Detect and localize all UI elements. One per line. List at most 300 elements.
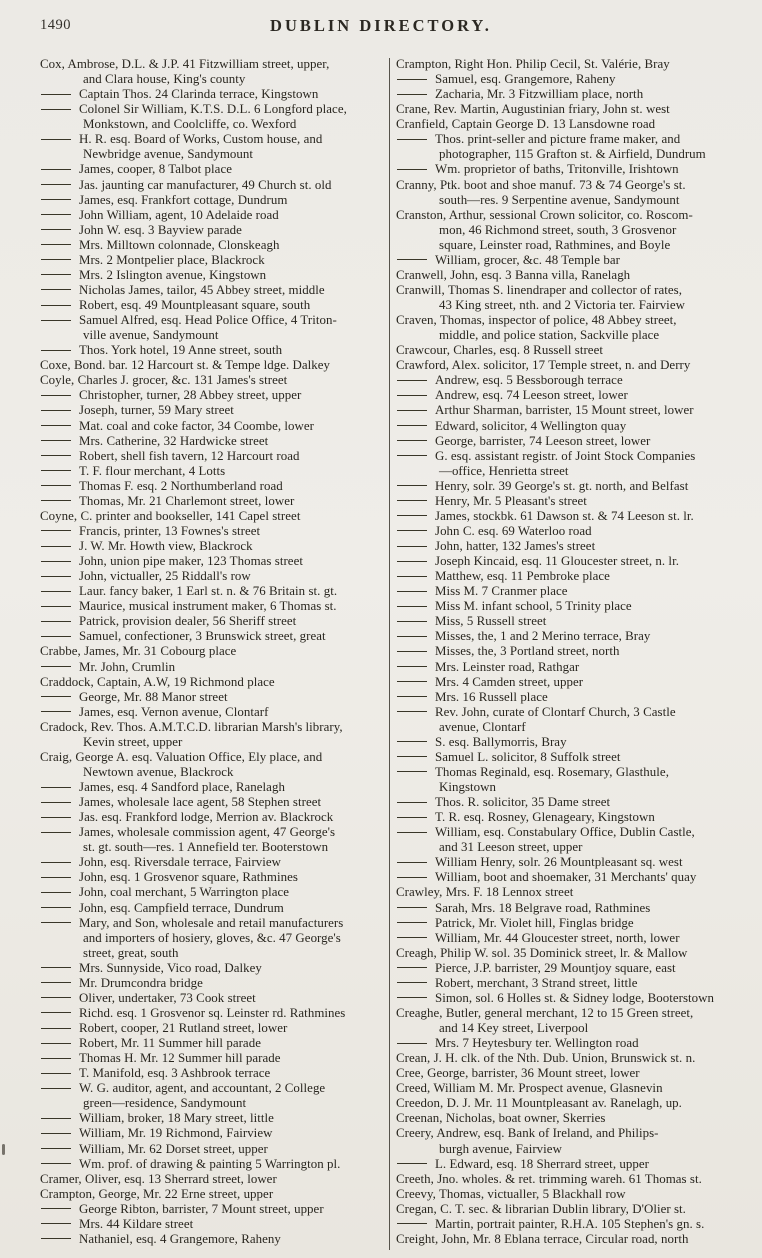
directory-line — [396, 1217, 750, 1232]
directory-line — [40, 720, 387, 735]
ditto-dash-icon — [41, 666, 71, 667]
ditto-dash-icon — [41, 289, 71, 290]
line-text: Mrs. Milltown colonnade, Clonskeagh — [79, 237, 280, 252]
directory-line — [396, 840, 750, 855]
ditto-dash-icon — [397, 94, 427, 95]
line-text: ville avenue, Sandymount — [83, 328, 219, 343]
line-text: Coyne, C. printer and bookseller, 141 Capel street — [40, 508, 301, 523]
directory-line — [40, 599, 387, 614]
line-text: Craddock, Captain, A.W, 19 Richmond place — [40, 674, 275, 689]
line-text: green—residence, Sandymount — [83, 1096, 247, 1111]
directory-line — [40, 795, 387, 810]
line-text: Wm. prof. of drawing & painting 5 Warrington pl. — [79, 1156, 341, 1171]
line-text: Mrs. Catherine, 32 Hardwicke street — [79, 433, 269, 448]
directory-line — [40, 223, 387, 238]
directory-line — [396, 1036, 750, 1051]
line-text: Crawley, Mrs. F. 18 Lennox street — [396, 885, 574, 900]
directory-line — [396, 916, 750, 931]
ditto-dash-icon — [41, 1238, 71, 1239]
ditto-dash-icon — [41, 1148, 71, 1149]
directory-line — [396, 885, 750, 900]
line-text: Cranfield, Captain George D. 13 Lansdowne road — [396, 117, 656, 132]
directory-line — [40, 750, 387, 765]
directory-line — [396, 901, 750, 916]
ditto-dash-icon — [397, 380, 427, 381]
line-text: Colonel Sir William, K.T.S. D.L. 6 Longford place, — [79, 102, 347, 117]
line-text: Thos. York hotel, 19 Anne street, south — [79, 343, 283, 358]
line-text: Arthur Sharman, barrister, 15 Mount street, lower — [435, 403, 694, 418]
line-text: T. R. esq. Rosney, Glenageary, Kingstown — [435, 810, 655, 825]
directory-line — [396, 795, 750, 810]
directory-line — [40, 1157, 387, 1172]
line-text: Mary, and Son, wholesale and retail manufacturers — [79, 915, 344, 930]
directory-line — [40, 569, 387, 584]
directory-line — [40, 162, 387, 177]
ditto-dash-icon — [41, 817, 71, 818]
directory-line — [40, 825, 387, 840]
ditto-dash-icon — [397, 817, 427, 818]
ditto-dash-icon — [397, 169, 427, 170]
directory-line — [396, 193, 750, 208]
ditto-dash-icon — [41, 1163, 71, 1164]
directory-line — [40, 268, 387, 283]
ditto-dash-icon — [397, 485, 427, 486]
ditto-dash-icon — [41, 410, 71, 411]
line-text: Mat. coal and coke factor, 34 Coombe, lower — [79, 418, 315, 433]
directory-line — [40, 403, 387, 418]
directory-line — [396, 117, 750, 132]
directory-line — [40, 283, 387, 298]
line-text: Mrs. 44 Kildare street — [79, 1216, 194, 1231]
directory-line — [396, 72, 750, 87]
ditto-dash-icon — [41, 561, 71, 562]
line-text: middle, and police station, Sackville place — [439, 328, 660, 343]
ditto-dash-icon — [397, 802, 427, 803]
directory-line — [396, 388, 750, 403]
directory-line — [40, 1202, 387, 1217]
ditto-dash-icon — [397, 681, 427, 682]
line-text: 43 King street, nth. and 2 Victoria ter. Fairview — [439, 298, 685, 312]
directory-line — [40, 298, 387, 313]
directory-line — [396, 87, 750, 102]
line-text: Crampton, Right Hon. Philip Cecil, St. Valérie, Bray — [396, 57, 670, 71]
directory-line — [396, 599, 750, 614]
line-text: Thomas Reginald, esq. Rosemary, Glasthule, — [435, 764, 669, 779]
ditto-dash-icon — [41, 1043, 71, 1044]
directory-line — [40, 102, 387, 117]
directory-line — [40, 72, 387, 87]
line-text: street, great, south — [83, 945, 179, 960]
ditto-dash-icon — [397, 636, 427, 637]
directory-line — [40, 1066, 387, 1081]
directory-line — [40, 946, 387, 961]
directory-line — [40, 554, 387, 569]
directory-line — [40, 1051, 387, 1066]
ditto-dash-icon — [397, 832, 427, 833]
directory-line — [40, 343, 387, 358]
ditto-dash-icon — [397, 591, 427, 592]
directory-line — [396, 991, 750, 1006]
ditto-dash-icon — [397, 515, 427, 516]
directory-line — [396, 268, 750, 283]
directory-line — [40, 193, 387, 208]
directory-line — [40, 524, 387, 539]
directory-line — [40, 1096, 387, 1111]
line-text: Miss M. infant school, 5 Trinity place — [435, 599, 632, 614]
line-text: W. G. auditor, agent, and accountant, 2 College — [79, 1081, 326, 1096]
directory-line — [396, 434, 750, 449]
line-text: Misses, the, 1 and 2 Merino terrace, Bray — [435, 629, 651, 644]
ditto-dash-icon — [397, 862, 427, 863]
ditto-dash-icon — [397, 259, 427, 260]
directory-line — [40, 464, 387, 479]
ditto-dash-icon — [41, 606, 71, 607]
directory-line — [40, 1172, 387, 1187]
line-text: Crawcour, Charles, esq. 8 Russell street — [396, 343, 603, 358]
line-text: Pierce, J.P. barrister, 29 Mountjoy square, east — [435, 960, 676, 975]
directory-line — [40, 931, 387, 946]
line-text: Cramer, Oliver, esq. 13 Sherrard street, lower — [40, 1171, 277, 1186]
line-text: Thomas, Mr. 21 Charlemont street, lower — [79, 493, 295, 508]
directory-line — [40, 509, 387, 524]
line-text: Creenan, Nicholas, boat owner, Skerries — [396, 1111, 606, 1126]
directory-line — [40, 419, 387, 434]
directory-line — [396, 1021, 750, 1036]
ditto-dash-icon — [41, 259, 71, 260]
line-text: Creedon, D. J. Mr. 11 Mountpleasant av. Ranelagh, up. — [396, 1096, 682, 1111]
directory-line — [40, 388, 387, 403]
directory-line — [396, 524, 750, 539]
line-text: George, Mr. 88 Manor street — [79, 689, 228, 704]
line-text: Richd. esq. 1 Grosvenor sq. Leinster rd. Rathmines — [79, 1005, 346, 1020]
ditto-dash-icon — [41, 425, 71, 426]
line-text: J. W. Mr. Howth view, Blackrock — [79, 539, 253, 553]
directory-line — [40, 1006, 387, 1021]
ditto-dash-icon — [397, 139, 427, 140]
directory-line — [40, 644, 387, 659]
ditto-dash-icon — [41, 862, 71, 863]
ditto-dash-icon — [397, 621, 427, 622]
directory-line — [396, 343, 750, 358]
directory-line — [40, 373, 387, 388]
ditto-dash-icon — [41, 636, 71, 637]
ditto-dash-icon — [41, 997, 71, 998]
line-text: Mrs. 2 Montpelier place, Blackrock — [79, 252, 265, 267]
directory-line — [40, 660, 387, 675]
directory-line — [40, 57, 387, 72]
line-text: square, Leinster road, Rathmines, and Boyle — [439, 237, 671, 252]
directory-line — [40, 810, 387, 825]
ditto-dash-icon — [41, 274, 71, 275]
directory-line — [40, 1217, 387, 1232]
ditto-dash-icon — [41, 440, 71, 441]
ditto-dash-icon — [41, 1012, 71, 1013]
line-text: John William, agent, 10 Adelaide road — [79, 207, 279, 222]
directory-line — [40, 901, 387, 916]
directory-line — [396, 554, 750, 569]
line-text: Sarah, Mrs. 18 Belgrave road, Rathmines — [435, 900, 651, 915]
directory-line — [40, 1232, 387, 1247]
ditto-dash-icon — [397, 907, 427, 908]
directory-line — [40, 1187, 387, 1202]
directory-line — [396, 1126, 750, 1141]
directory-line — [396, 358, 750, 373]
directory-line — [40, 916, 387, 931]
directory-line — [396, 931, 750, 946]
ditto-dash-icon — [397, 711, 427, 712]
directory-column-left — [40, 57, 387, 1247]
line-text: Andrew, esq. 5 Bessborough terrace — [435, 373, 623, 388]
line-text: Cradock, Rev. Thos. A.M.T.C.D. librarian Marsh's library, — [40, 719, 343, 734]
line-text: John, coal merchant, 5 Warrington place — [79, 885, 290, 900]
directory-line — [40, 614, 387, 629]
line-text: Cranny, Ptk. boot and shoe manuf. 73 & 74 George's st. — [396, 177, 686, 192]
line-text: G. esq. assistant registr. of Joint Stock Companies — [435, 448, 696, 463]
page-title: DUBLIN DIRECTORY. — [270, 16, 492, 35]
ditto-dash-icon — [41, 1088, 71, 1089]
ditto-dash-icon — [397, 455, 427, 456]
ditto-dash-icon — [41, 696, 71, 697]
directory-line — [40, 705, 387, 720]
line-text: Newbridge avenue, Sandymount — [83, 147, 254, 162]
line-text: Creagh, Philip W. sol. 35 Dominick street, lr. & Mallow — [396, 945, 688, 960]
ditto-dash-icon — [41, 1073, 71, 1074]
line-text: Mrs. 7 Heytesbury ter. Wellington road — [435, 1036, 639, 1051]
line-text: Creaghe, Butler, general merchant, 12 to 15 Green street, — [396, 1005, 694, 1020]
line-text: Christopher, turner, 28 Abbey street, upper — [79, 388, 302, 403]
line-text: Mrs. Leinster road, Rathgar — [435, 659, 580, 674]
ditto-dash-icon — [41, 184, 71, 185]
line-text: Creeth, Jno. wholes. & ret. trimming wareh. 61 Thomas st. — [396, 1171, 702, 1186]
line-text: Jas. jaunting car manufacturer, 49 Church st. old — [79, 177, 332, 192]
line-text: south—res. 9 Serpentine avenue, Sandymount — [439, 192, 680, 207]
line-text: Crane, Rev. Martin, Augustinian friary, John st. west — [396, 102, 670, 117]
directory-line — [396, 735, 750, 750]
ditto-dash-icon — [41, 967, 71, 968]
line-text: Mrs. Sunnyside, Vico road, Dalkey — [79, 960, 262, 975]
directory-line — [40, 780, 387, 795]
line-text: James, esq. Frankfort cottage, Dundrum — [79, 192, 288, 207]
ditto-dash-icon — [41, 214, 71, 215]
line-text: and Clara house, King's county — [83, 72, 246, 87]
directory-line — [40, 1081, 387, 1096]
line-text: st. gt. south—res. 1 Annefield ter. Booterstown — [83, 840, 329, 855]
ditto-dash-icon — [41, 1133, 71, 1134]
line-text: Henry, solr. 39 George's st. gt. north, and Belfast — [435, 478, 689, 493]
ditto-dash-icon — [41, 892, 71, 893]
line-text: George Ribton, barrister, 7 Mount street, upper — [79, 1201, 324, 1216]
line-text: Samuel, esq. Grangemore, Raheny — [435, 72, 616, 87]
directory-line — [396, 961, 750, 976]
ditto-dash-icon — [397, 937, 427, 938]
directory-line — [396, 584, 750, 599]
directory-line — [396, 976, 750, 991]
ditto-dash-icon — [41, 470, 71, 471]
directory-line — [396, 464, 750, 479]
line-text: George, barrister, 74 Leeson street, lower — [435, 433, 651, 448]
directory-line — [396, 494, 750, 509]
line-text: Cregan, C. T. sec. & librarian Dublin library, D'Olier st. — [396, 1201, 686, 1216]
line-text: Creed, William M. Mr. Prospect avenue, Glasnevin — [396, 1081, 663, 1096]
line-text: Coyle, Charles J. grocer, &c. 131 James's street — [40, 373, 288, 388]
line-text: Andrew, esq. 74 Leeson street, lower — [435, 388, 628, 403]
line-text: Mrs. 4 Camden street, upper — [435, 674, 584, 689]
directory-line — [396, 765, 750, 780]
directory-line — [40, 494, 387, 509]
line-text: and importers of hosiery, gloves, &c. 47 George's — [83, 930, 341, 945]
ditto-dash-icon — [41, 139, 71, 140]
directory-line — [396, 614, 750, 629]
directory-line — [396, 750, 750, 765]
ditto-dash-icon — [397, 576, 427, 577]
line-text: Creevy, Thomas, victualler, 5 Blackhall row — [396, 1186, 626, 1201]
ditto-dash-icon — [41, 982, 71, 983]
line-text: James, cooper, 8 Talbot place — [79, 162, 232, 177]
directory-line — [40, 840, 387, 855]
line-text: Nicholas James, tailor, 45 Abbey street, middle — [79, 282, 325, 297]
ditto-dash-icon — [41, 546, 71, 547]
directory-line — [40, 539, 387, 554]
ditto-dash-icon — [41, 1058, 71, 1059]
directory-line — [396, 479, 750, 494]
line-text: Robert, cooper, 21 Rutland street, lower — [79, 1021, 288, 1035]
ditto-dash-icon — [397, 982, 427, 983]
directory-line — [40, 961, 387, 976]
directory-line — [396, 569, 750, 584]
directory-line — [396, 223, 750, 238]
ditto-dash-icon — [397, 651, 427, 652]
directory-line — [396, 509, 750, 524]
line-text: Wm. proprietor of baths, Tritonville, Irishtown — [435, 162, 679, 177]
directory-line — [396, 57, 750, 72]
directory-line — [40, 117, 387, 132]
directory-line — [40, 87, 387, 102]
line-text: Martin, portrait painter, R.H.A. 105 Stephen's gn. s. — [435, 1216, 705, 1231]
ditto-dash-icon — [41, 199, 71, 200]
directory-line — [40, 208, 387, 223]
directory-line — [396, 1096, 750, 1111]
directory-line — [40, 358, 387, 373]
directory-line — [396, 705, 750, 720]
line-text: William, esq. Constabulary Office, Dublin Castle, — [435, 825, 695, 840]
ditto-dash-icon — [397, 500, 427, 501]
line-text: Francis, printer, 13 Fownes's street — [79, 523, 261, 538]
line-text: William, broker, 18 Mary street, little — [79, 1111, 274, 1126]
line-text: Cox, Ambrose, D.L. & J.P. 41 Fitzwilliam street, upper, — [40, 57, 330, 71]
directory-line — [40, 690, 387, 705]
directory-line — [396, 1081, 750, 1096]
directory-line — [396, 780, 750, 795]
directory-line — [40, 855, 387, 870]
line-text: Crean, J. H. clk. of the Nth. Dub. Union, Brunswick st. n. — [396, 1051, 696, 1066]
ditto-dash-icon — [397, 606, 427, 607]
line-text: James, wholesale commission agent, 47 George's — [79, 825, 336, 840]
directory-line — [396, 162, 750, 177]
directory-line — [40, 1126, 387, 1141]
line-text: Kingstown — [439, 780, 497, 794]
directory-line — [40, 870, 387, 885]
line-text: and 31 Leeson street, upper — [439, 840, 583, 855]
line-text: Cree, George, barrister, 36 Mount street, lower — [396, 1066, 640, 1081]
line-text: Matthew, esq. 11 Pembroke place — [435, 569, 610, 584]
ditto-dash-icon — [41, 832, 71, 833]
line-text: Maurice, musical instrument maker, 6 Thomas st. — [79, 599, 337, 614]
directory-line — [396, 208, 750, 223]
line-text: and 14 Key street, Liverpool — [439, 1021, 589, 1035]
directory-line — [396, 238, 750, 253]
directory-line — [396, 283, 750, 298]
line-text: Laur. fancy baker, 1 Earl st. n. & 76 Britain st. gt. — [79, 584, 338, 599]
line-text: William, Mr. 62 Dorset street, upper — [79, 1141, 268, 1156]
line-text: Mrs. 16 Russell place — [435, 689, 548, 704]
directory-line — [40, 584, 387, 599]
column-divider — [389, 58, 390, 1250]
line-text: L. Edward, esq. 18 Sherrard street, upper — [435, 1156, 649, 1171]
line-text: Creery, Andrew, esq. Bank of Ireland, and Philips- — [396, 1126, 659, 1141]
directory-line — [396, 1202, 750, 1217]
ditto-dash-icon — [41, 576, 71, 577]
line-text: Miss M. 7 Cranmer place — [435, 584, 568, 599]
ditto-dash-icon — [397, 425, 427, 426]
line-text: Robert, Mr. 11 Summer hill parade — [79, 1036, 261, 1051]
ditto-dash-icon — [397, 756, 427, 757]
directory-line — [396, 132, 750, 147]
ditto-dash-icon — [41, 1208, 71, 1209]
ditto-dash-icon — [41, 350, 71, 351]
directory-line — [40, 1111, 387, 1126]
ditto-dash-icon — [41, 1028, 71, 1029]
directory-line — [396, 298, 750, 313]
line-text: William Henry, solr. 26 Mountpleasant sq. west — [435, 855, 683, 870]
line-text: William, grocer, &c. 48 Temple bar — [435, 252, 620, 267]
ditto-dash-icon — [397, 696, 427, 697]
directory-line — [396, 870, 750, 885]
line-text: Thomas H. Mr. 12 Summer hill parade — [79, 1051, 281, 1066]
ditto-dash-icon — [41, 922, 71, 923]
line-text: Miss, 5 Russell street — [435, 614, 547, 629]
line-text: Rev. John, curate of Clontarf Church, 3 Castle — [435, 704, 676, 719]
ditto-dash-icon — [41, 395, 71, 396]
page-number: 1490 — [40, 17, 71, 33]
directory-line — [396, 419, 750, 434]
directory-line — [40, 735, 387, 750]
line-text: Simon, sol. 6 Holles st. & Sidney lodge, Booterstown — [435, 990, 715, 1005]
line-text: Creight, John, Mr. 8 Eblana terrace, Circular road, north — [396, 1231, 689, 1246]
directory-line — [40, 1036, 387, 1051]
ditto-dash-icon — [397, 997, 427, 998]
line-text: Robert, merchant, 3 Strand street, little — [435, 975, 638, 990]
scan-artifact-mark — [2, 1144, 5, 1155]
directory-line — [396, 1142, 750, 1157]
ditto-dash-icon — [41, 711, 71, 712]
directory-line — [396, 1051, 750, 1066]
directory-line — [40, 313, 387, 328]
line-text: Robert, shell fish tavern, 12 Harcourt road — [79, 448, 300, 463]
line-text: John, victualler, 25 Riddall's row — [79, 569, 251, 584]
line-text: Mrs. 2 Islington avenue, Kingstown — [79, 267, 267, 282]
directory-line — [396, 690, 750, 705]
ditto-dash-icon — [41, 305, 71, 306]
ditto-dash-icon — [397, 546, 427, 547]
line-text: Crampton, George, Mr. 22 Erne street, upper — [40, 1186, 274, 1201]
line-text: Patrick, provision dealer, 56 Sheriff street — [79, 614, 297, 629]
directory-line — [396, 178, 750, 193]
ditto-dash-icon — [397, 561, 427, 562]
directory-line — [396, 1006, 750, 1021]
ditto-dash-icon — [41, 591, 71, 592]
line-text: avenue, Clontarf — [439, 719, 526, 734]
directory-line — [396, 1157, 750, 1172]
